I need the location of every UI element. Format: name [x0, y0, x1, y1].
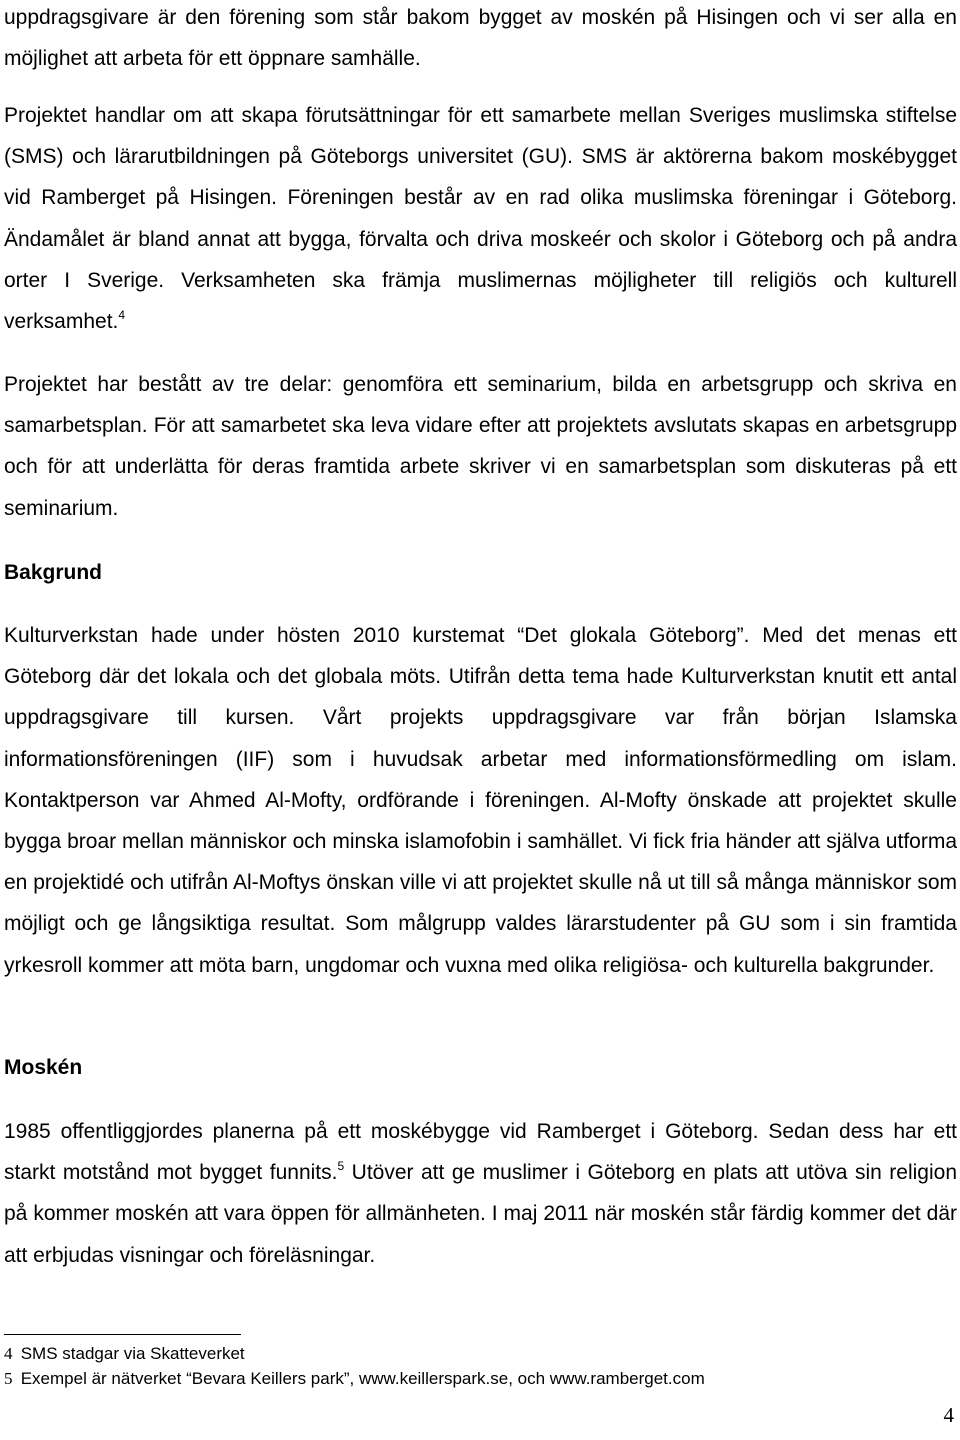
footnote-ref-4: 4 [118, 308, 126, 323]
footnotes [4, 1341, 705, 1391]
footnote-4-text: SMS stadgar via Skatteverket [16, 1344, 245, 1363]
footnote-5-text: Exempel är nätverket “Bevara Keillers park”, www.keillerspark.se, och www.ramberget.com [16, 1369, 705, 1388]
paragraph-background: Kulturverkstan hade under hösten 2010 kurstemat “Det glokala Göteborg”. Med det menas ett Göteborg där det lokala och det globala möts. Utifrån detta tema hade Kulturverkstan knutit ett antal uppdragsgivare till kursen. Vårt projekts uppdragsgivare var från början Islamska informationsföreningen (IIF) som i huvudsak arbetar med informationsförmedling om islam. Kontaktperson var Ahmed Al-Mofty, ordförande i föreningen. Al-Mofty önskade att projektet skulle bygga broar mellan människor och minska islamofobin i samhället. Vi fick fria händer att själva utforma en projektidé och utifrån Al-Moftys önskan ville vi att projektet skulle nå ut till så många människor som möjligt och ge långsiktiga resultat. Som målgrupp valdes lärarstudenter på GU som i sin framtida yrkesroll kommer att möta barn, ungdomar och vuxna med olika religiösa- och kulturella bakgrunder. [4, 624, 957, 977]
page-number: 4 [943, 1403, 954, 1427]
paragraph-mosque-text-b: Utöver att ge muslimer i Göteborg en plats att utöva sin religion på kommer moskén att vara öppen för allmänheten. I maj 2011 när moskén står färdig kommer det där att erbjudas visningar och föreläsningar. [4, 1161, 958, 1267]
footnote-5 [4, 1366, 705, 1391]
footnote-separator [4, 1334, 241, 1335]
footnote-4-number: 4 [4, 1344, 13, 1363]
paragraph-project-text: Projektet handlar om att skapa förutsättningar för ett samarbete mellan Sveriges muslimska stiftelse (SMS) och lärarutbildningen på Göteborgs universitet (GU). SMS är aktörerna bakom moskébygget vid Ramberget på Hisingen. Föreningen består av en rad olika muslimska föreningar i Göteborg. Ändamålet är bland annat att bygga, förvalta och driva moskeér och skolor i Göteborg och på andra orter I Sverige. Verksamheten ska främja muslimernas möjligheter till religiös och kulturell verksamhet. [4, 104, 957, 334]
footnote-5-number: 5 [4, 1369, 13, 1388]
paragraph-intro-tail: uppdragsgivare är den förening som står bakom bygget av moskén på Hisingen och vi ser alla en möjlighet att arbeta för ett öppnare samhälle. [4, 6, 957, 71]
footnote-4 [4, 1341, 705, 1366]
footnote-ref-5: 5 [337, 1159, 345, 1174]
paragraph-mosque-text-a: 1985 offentliggjordes planerna på ett moskébygge vid Ramberget i Göteborg. Sedan dess har ett starkt motstånd mot bygget funnits. [4, 1120, 957, 1185]
paragraph-parts: Projektet har bestått av tre delar: genomföra ett seminarium, bilda en arbetsgrupp och skriva en samarbetsplan. För att samarbetet ska leva vidare efter att projektets avslutats skapas en arbetsgrupp och för att underlätta för deras framtida arbete skriver vi en samarbetsplan som diskuteras på ett seminarium. [4, 373, 957, 520]
heading-mosque: Moskén [4, 1056, 83, 1079]
paragraph-project [4, 95, 957, 342]
heading-background: Bakgrund [4, 561, 103, 584]
paragraph-mosque [4, 1111, 957, 1276]
